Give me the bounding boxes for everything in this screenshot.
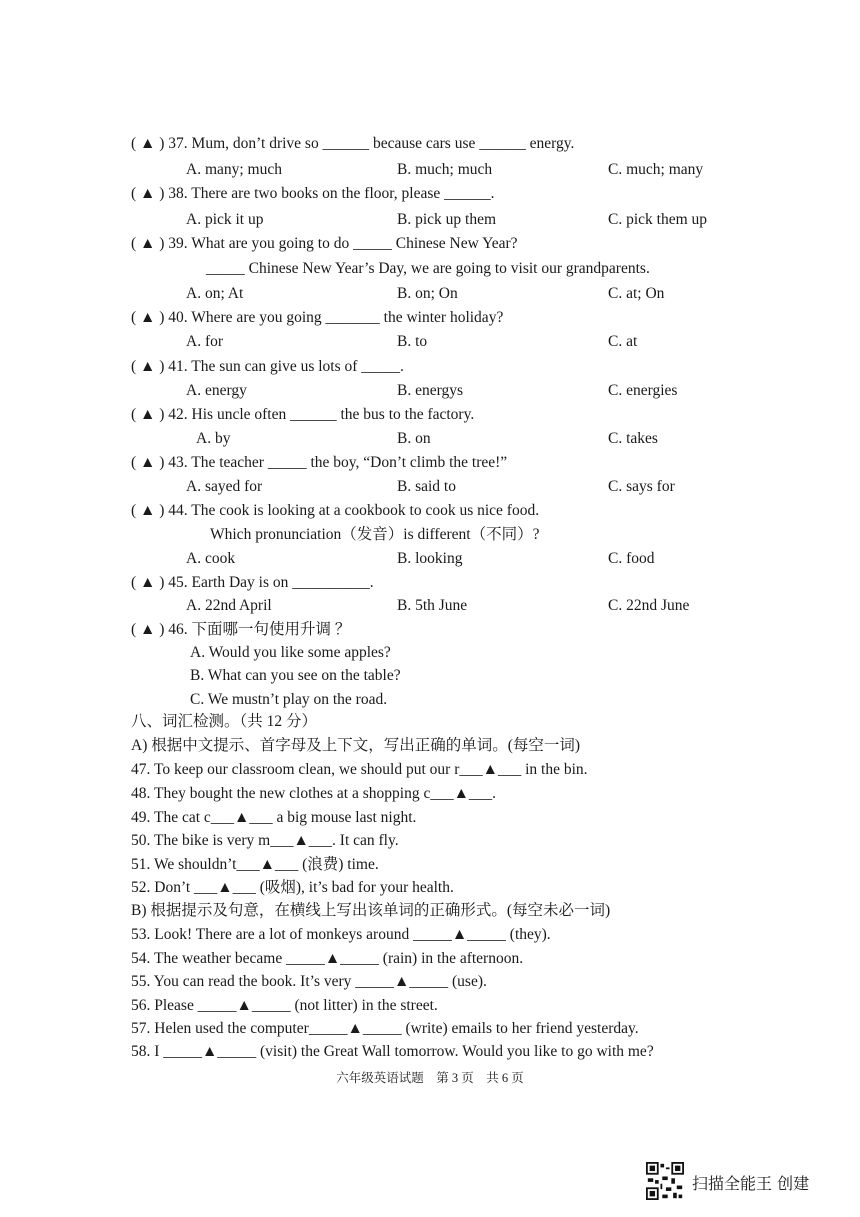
option-b: B. pick up them (397, 211, 497, 228)
vocab-item: 49. The cat c___▲___ a big mouse last night. (131, 809, 417, 826)
section-title: 八、词汇检测。（共 12 分） (131, 713, 318, 730)
option-c: C. 22nd June (608, 597, 690, 614)
option-b: B. on (397, 430, 431, 447)
option-a: A. for (186, 333, 224, 350)
option-c: C. takes (608, 430, 658, 447)
question-stem-continuation: Which pronunciation（发音）is different（不同）? (210, 526, 540, 543)
question-stem: ( ▲ ) 39. What are you going to do _____ Chinese New Year? (131, 235, 518, 252)
option-a: A. energy (186, 382, 247, 399)
option-b: B. much; much (397, 161, 493, 178)
option-a: A. by (196, 430, 231, 447)
question-stem: ( ▲ ) 38. There are two books on the floor, please ______. (131, 185, 495, 202)
option-a: A. many; much (186, 161, 282, 178)
vocab-item: 57. Helen used the computer_____▲_____ (write) emails to her friend yesterday. (131, 1020, 639, 1037)
option-b: B. on; On (397, 285, 458, 302)
question-stem-continuation: _____ Chinese New Year’s Day, we are going to visit our grandparents. (206, 260, 650, 277)
option-a: A. sayed for (186, 478, 263, 495)
question-stem: ( ▲ ) 45. Earth Day is on __________. (131, 574, 374, 591)
option-c: C. much; many (608, 161, 704, 178)
option-c: C. pick them up (608, 211, 708, 228)
vocab-item: 52. Don’t ___▲___ (吸烟), it’s bad for your health. (131, 879, 454, 896)
page-footer: 六年级英语试题 第 3 页 共 6 页 (336, 1071, 524, 1085)
question-stem: ( ▲ ) 42. His uncle often ______ the bus to the factory. (131, 406, 475, 423)
question-stem: ( ▲ ) 46. 下面哪一句使用升调 ？ (131, 621, 351, 638)
option-a: A. pick it up (186, 211, 264, 228)
option-c: C. energies (608, 382, 678, 399)
question-stem: ( ▲ ) 43. The teacher _____ the boy, “Don’t climb the tree!” (131, 454, 508, 471)
option-a: A. on; At (186, 285, 244, 302)
question-stem: ( ▲ ) 37. Mum, don’t drive so ______ because cars use ______ energy. (131, 135, 575, 152)
option-b: B. energys (397, 382, 464, 399)
qr-code-icon (646, 1162, 684, 1200)
vocab-item: 55. You can read the book. It’s very _____▲_____ (use). (131, 973, 487, 990)
option-a: A. 22nd April (186, 597, 272, 614)
vocab-item: 47. To keep our classroom clean, we should put our r___▲___ in the bin. (131, 761, 588, 778)
option-b: B. 5th June (397, 597, 468, 614)
option-c: C. at (608, 333, 638, 350)
option-b: B. to (397, 333, 428, 350)
question-stem: ( ▲ ) 41. The sun can give us lots of _____. (131, 358, 404, 375)
option-b: B. looking (397, 550, 463, 567)
option-c: C. food (608, 550, 655, 567)
option-c: C. at; On (608, 285, 665, 302)
vocab-item: 50. The bike is very m___▲___. It can fly. (131, 832, 399, 849)
option-a: A. Would you like some apples? (190, 644, 391, 661)
vocab-item: 53. Look! There are a lot of monkeys around _____▲_____ (they). (131, 926, 551, 943)
vocab-item: 56. Please _____▲_____ (not litter) in the street. (131, 997, 438, 1014)
option-c: C. says for (608, 478, 675, 495)
option-a: A. cook (186, 550, 236, 567)
option-c: C. We mustn’t play on the road. (190, 691, 388, 708)
scanner-label: 扫描全能王 创建 (692, 1174, 810, 1193)
question-stem: ( ▲ ) 44. The cook is looking at a cookbook to cook us nice food. (131, 502, 540, 519)
vocab-item: 58. I _____▲_____ (visit) the Great Wall tomorrow. Would you like to go with me? (131, 1043, 654, 1060)
vocab-item: 51. We shouldn’t___▲___ (浪费) time. (131, 856, 379, 873)
option-b: B. What can you see on the table? (190, 667, 401, 684)
vocab-item: 48. They bought the new clothes at a shopping c___▲___. (131, 785, 497, 802)
part-a-instruction: A) 根据中文提示、首字母及上下文，写出正确的单词。(每空一词) (131, 737, 581, 754)
question-stem: ( ▲ ) 40. Where are you going _______ the winter holiday? (131, 309, 504, 326)
option-b: B. said to (397, 478, 456, 495)
scanner-watermark (646, 1162, 846, 1202)
vocab-item: 54. The weather became _____▲_____ (rain) in the afternoon. (131, 950, 524, 967)
part-b-instruction: B) 根据提示及句意，在横线上写出该单词的正确形式。(每空未必一词) (131, 902, 611, 919)
